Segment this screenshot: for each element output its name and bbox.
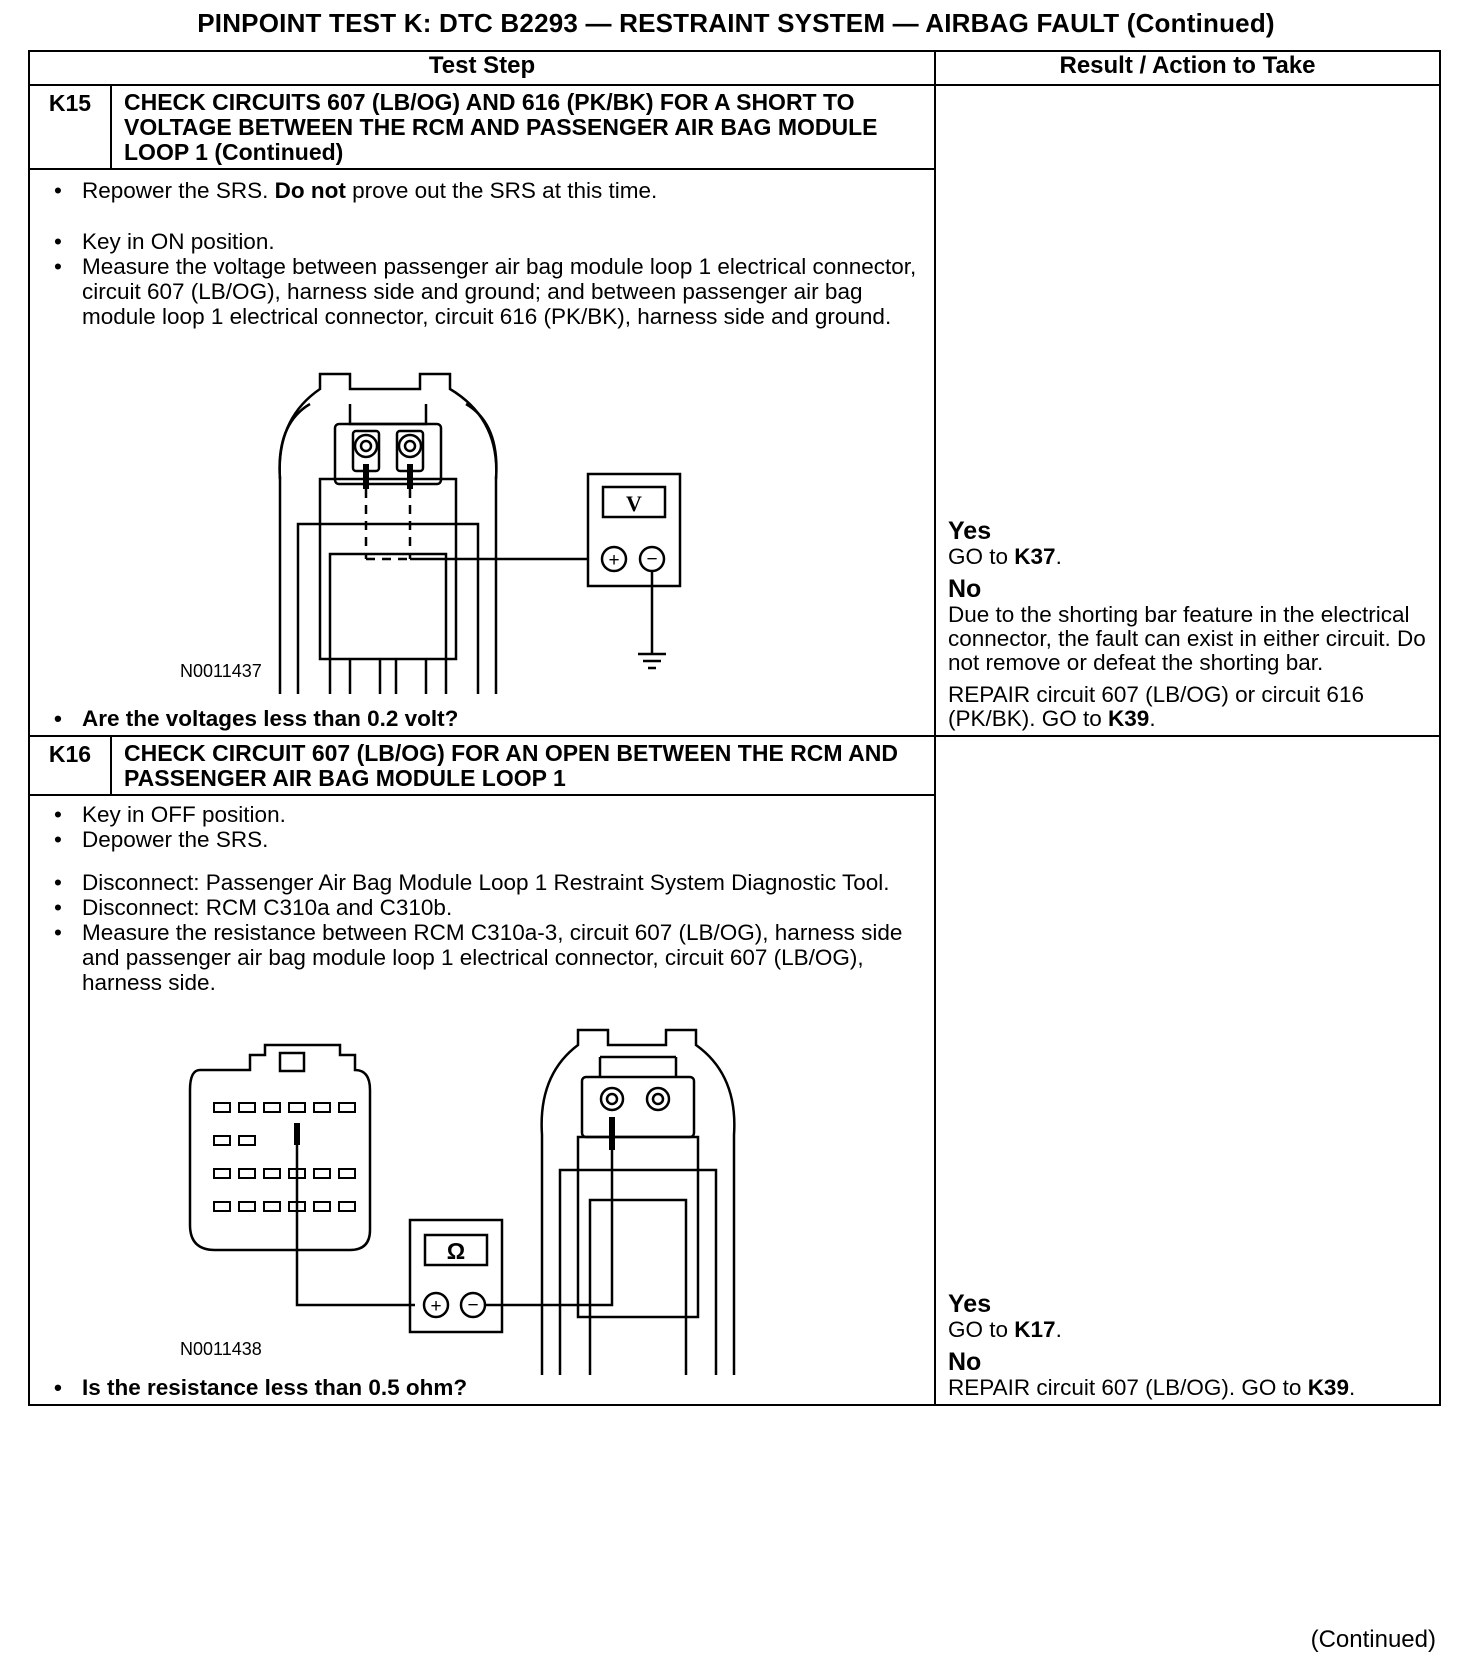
k16-step-title: CHECK CIRCUIT 607 (LB/OG) FOR AN OPEN BETWEEN THE RCM AND PASSENGER AIR BAG MODULE LOOP 1 [111,736,935,795]
rcm-connector [190,1045,370,1250]
k15-step-3: • Measure the voltage between passenger air bag module loop 1 electrical connector, circuit 607 (LB/OG), harness side and ground; and between passenger air bag module loop 1 electrical connector, circuit 616 (PK/BK), harness side and ground. [50,254,924,329]
k16-yes-action: GO to K17. [948,1317,1062,1342]
svg-text:+: + [608,550,620,571]
table-header-row [29,51,1440,85]
k16-title-row [29,736,1440,795]
k16-step-1: • Key in OFF position. [50,802,924,827]
voltmeter-label: V [626,491,642,516]
k15-step-1: • Repower the SRS. Do not prove out the SRS at this time. [50,178,924,203]
k16-yes-label: Yes [948,1290,992,1318]
header-test-step: Test Step [29,51,935,85]
spacer [50,203,924,229]
page-title: PINPOINT TEST K: DTC B2293 — RESTRAINT SYSTEM — AIRBAG FAULT (Continued) [197,8,1275,38]
ohmmeter-label: Ω [446,1238,466,1264]
k16-yes-target: K17 [1014,1317,1056,1342]
k16-step-3: • Disconnect: Passenger Air Bag Module Loop 1 Restraint System Diagnostic Tool. [50,870,924,895]
spacer [50,852,924,870]
k16-result-cell [935,736,1440,1405]
k16-step-id: K16 [29,736,111,795]
header-result: Result / Action to Take [935,51,1440,85]
k15-repair-target: K39 [1108,706,1150,731]
k16-question: • Is the resistance less than 0.5 ohm? [50,1375,924,1400]
k16-figure-id: N0011438 [180,1339,262,1359]
k16-step-5: • Measure the resistance between RCM C310a-3, circuit 607 (LB/OG), harness side and passenger air bag module loop 1 electrical connector, circuit 607 (LB/OG), harness side. [50,920,924,995]
k15-no-text: Due to the shorting bar feature in the electrical connector, the fault can exist in either circuit. Do not remove or defeat the shorting bar. [948,602,1426,675]
k16-step-4: • Disconnect: RCM C310a and C310b. [50,895,924,920]
k15-figure [50,329,924,704]
k15-yes-label: Yes [948,517,992,545]
svg-text:−: − [646,549,658,570]
k15-result-cell [935,85,1440,736]
k16-step-2: • Depower the SRS. [50,827,924,852]
k16-no-target: K39 [1307,1375,1349,1400]
k16-step-body [29,795,935,1405]
svg-text:+: + [430,1296,442,1317]
k16-resistance-test-diagram [30,995,830,1375]
k15-step-title: CHECK CIRCUITS 607 (LB/OG) AND 616 (PK/BK) FOR A SHORT TO VOLTAGE BETWEEN THE RCM AND PASSENGER AIR BAG MODULE LOOP 1 (Continued) [111,85,935,169]
k15-step-body [29,169,935,736]
airbag-connector [542,1030,735,1375]
k16-no-label: No [948,1348,982,1376]
k15-yes-target: K37 [1014,544,1056,569]
k15-step-2: • Key in ON position. [50,229,924,254]
k15-question: • Are the voltages less than 0.2 volt? [50,706,924,731]
k15-step-id: K15 [29,85,111,169]
continued-note: (Continued) [1310,1626,1436,1653]
k16-no-action: REPAIR circuit 607 (LB/OG). GO to K39. [948,1375,1356,1400]
k15-title-row [29,85,1440,169]
k15-figure-id: N0011437 [180,661,262,681]
k16-figure [50,995,924,1375]
k15-voltage-test-diagram [30,329,830,704]
rcm-pins [214,1103,355,1211]
k15-repair-action: REPAIR circuit 607 (LB/OG) or circuit 616 (PK/BK). GO to K39. [948,682,1364,731]
k15-no-label: No [948,575,982,603]
connector-outline [280,374,497,694]
pinpoint-test-table [28,50,1441,1406]
k15-yes-action: GO to K37. [948,544,1062,569]
svg-text:−: − [467,1295,479,1316]
